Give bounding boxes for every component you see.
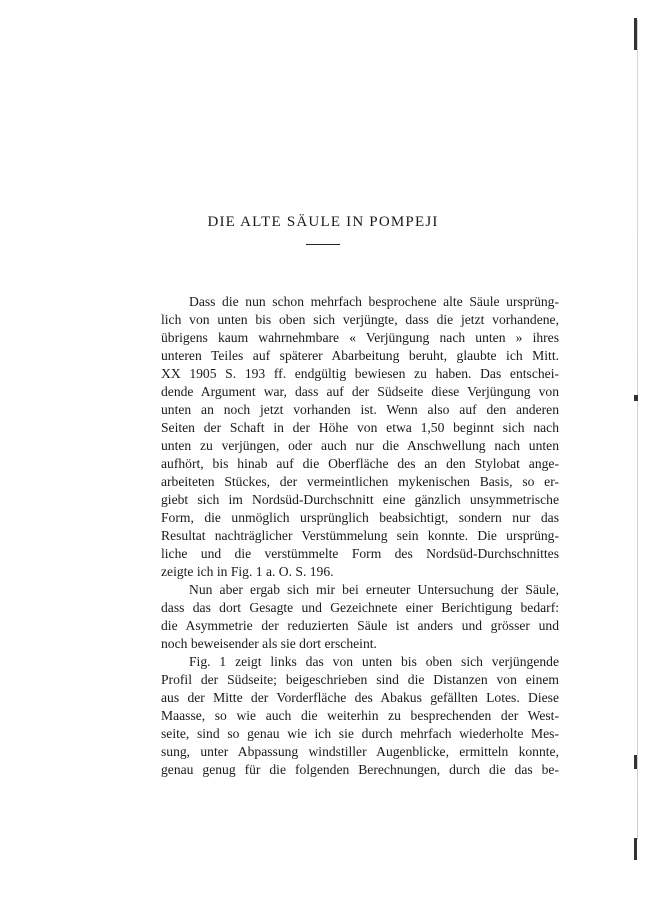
text-line: Resultat nachträglicher Verstümmelung sein konnte. Die ursprüng- (161, 528, 559, 543)
text-line: Maasse, so wie auch die weiterhin zu besprechenden der West- (161, 708, 559, 723)
edge-mark (634, 395, 638, 401)
text-line: Dass die nun schon mehrfach besprochene alte Säule ursprüng- (189, 294, 559, 309)
text-line: noch beweisender als sie dort erscheint. (161, 636, 377, 651)
paragraph (161, 581, 559, 653)
text-line: dass das dort Gesagte und Gezeichnete einer Berichtigung bedarf: (161, 600, 559, 615)
page-edge-line (637, 20, 638, 840)
text-line: lich von unten bis oben sich verjüngte, dass die jetzt vorhandene, (161, 312, 559, 327)
text-line: seite, sind so genau wie ich sie durch mehrfach wiederholte Mes- (161, 726, 559, 741)
text-line: liche und die verstümmelte Form des Nordsüd-Durchschnittes (161, 546, 559, 561)
text-line: Fig. 1 zeigt links das von unten bis oben sich verjüngende (189, 654, 559, 669)
text-line: unteren Teiles auf späterer Abarbeitung beruht, glaubte ich Mitt. (161, 348, 559, 363)
text-line: Profil der Südseite; beigeschrieben sind die Distanzen von einem (161, 672, 559, 687)
edge-mark (634, 755, 637, 769)
text-line: aufhört, bis hinab auf die Oberfläche des an den Stylobat ange- (161, 456, 559, 471)
chapter-title: DIE ALTE SÄULE IN POMPEJI (207, 214, 439, 230)
text-line: XX 1905 S. 193 ff. endgültig bewiesen zu haben. Das entschei- (161, 366, 559, 381)
text-line: Seiten der Schaft in der Höhe von etwa 1,50 beginnt sich nach (161, 420, 559, 435)
edge-mark (634, 838, 637, 860)
text-line: unten zu verjüngen, oder auch nur die Anschwellung nach unten (161, 438, 559, 453)
paragraph (161, 293, 559, 581)
text-line: unten an noch jetzt vorhanden ist. Wenn also auf den anderen (161, 402, 559, 417)
page-edge-marks (626, 0, 646, 900)
text-line: Form, die unmöglich ursprünglich beabsichtigt, sondern nur das (161, 510, 559, 525)
text-line: Nun aber ergab sich mir bei erneuter Untersuchung der Säule, (189, 582, 559, 597)
body-text (161, 293, 559, 779)
text-line: übrigens kaum wahrnehmbare « Verjüngung nach unten » ihres (161, 330, 559, 345)
title-rule (306, 244, 340, 245)
text-line: aus der Mitte der Vorderfläche des Abakus gefällten Lotes. Diese (161, 690, 559, 705)
text-line: die Asymmetrie der reduzierten Säule ist anders und grösser und (161, 618, 559, 633)
text-line: dende Argument war, dass auf der Südseite diese Verjüngung von (161, 384, 559, 399)
text-line: genau genug für die folgenden Berechnungen, durch die das be- (161, 762, 559, 777)
text-line: zeigte ich in Fig. 1 a. O. S. 196. (161, 564, 334, 579)
text-line: sung, unter Abpassung windstiller Augenblicke, ermitteln konnte, (161, 744, 559, 759)
text-line: giebt sich im Nordsüd-Durchschnitt eine gänzlich unsymmetrische (161, 492, 559, 507)
edge-mark (634, 18, 637, 50)
text-line: arbeiteten Stückes, der vermeintlichen mykenischen Basis, so er- (161, 474, 559, 489)
paragraph (161, 653, 559, 779)
